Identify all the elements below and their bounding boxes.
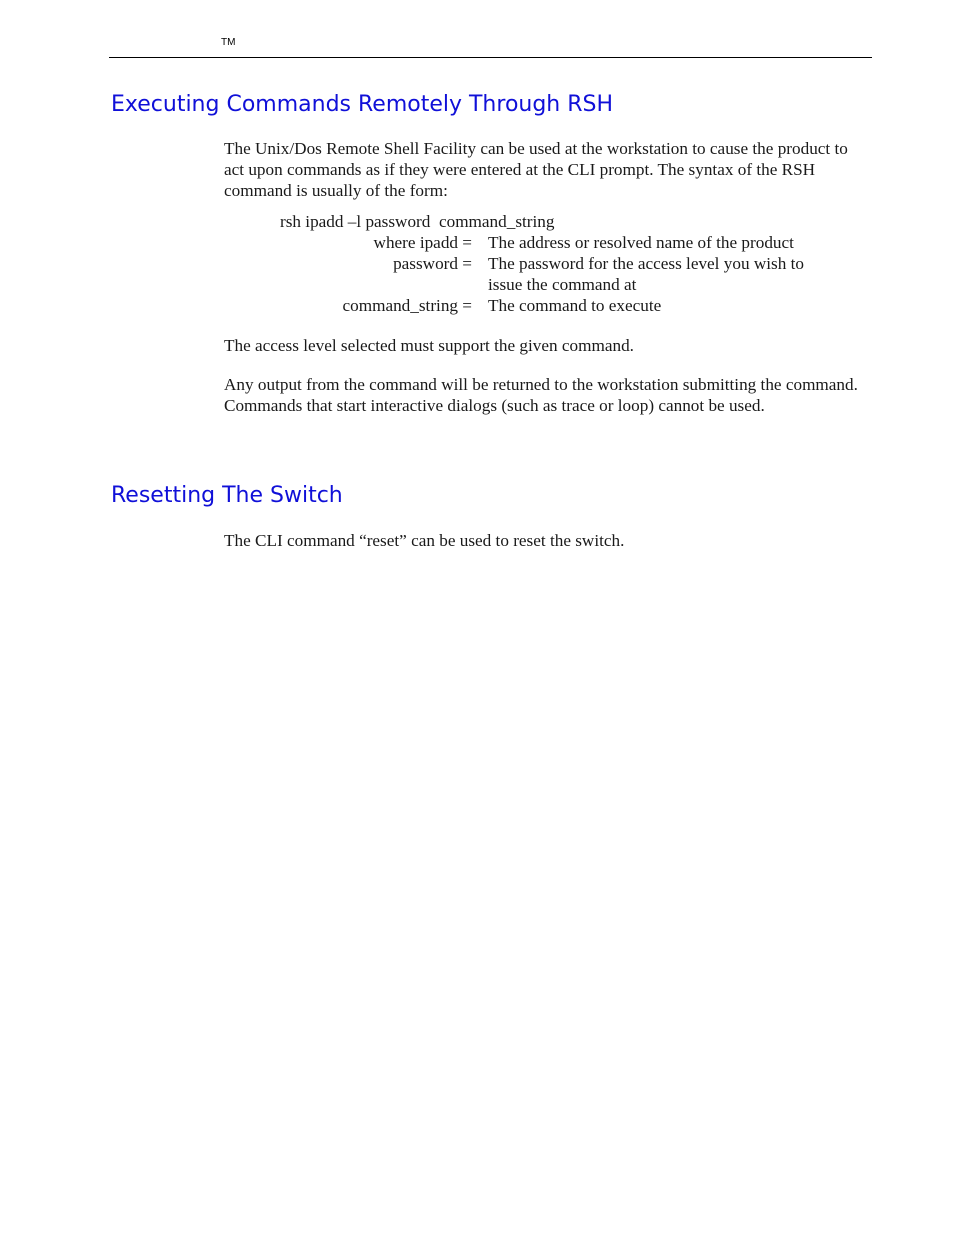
definition-term: where ipadd =: [373, 233, 472, 252]
reset-paragraph: The CLI command “reset” can be used to reset the switch.: [224, 531, 625, 550]
header-rule: [109, 57, 872, 58]
definition-term: command_string =: [342, 296, 472, 315]
rsh-syntax-command: rsh ipadd –l password command_string: [280, 212, 555, 231]
output-paragraph: Any output from the command will be returned to the workstation submitting the command. Commands that start interactive dialogs (such as trace or loop) cannot be used.: [224, 375, 858, 415]
definition-description: The address or resolved name of the product: [488, 233, 794, 252]
section-heading-rsh: Executing Commands Remotely Through RSH: [111, 92, 614, 117]
access-level-paragraph: The access level selected must support the given command.: [224, 336, 634, 355]
section-heading-reset: Resetting The Switch: [111, 483, 343, 508]
rsh-intro-paragraph: The Unix/Dos Remote Shell Facility can be used at the workstation to cause the product to act upon commands as if they were entered at the CLI prompt. The syntax of the RSH command is usually of the form:: [224, 139, 848, 200]
trademark-mark: TM: [221, 37, 236, 48]
definition-description: The command to execute: [488, 296, 662, 315]
definition-term: password =: [393, 254, 472, 273]
definition-description: The password for the access level you wish to issue the command at: [488, 254, 804, 294]
